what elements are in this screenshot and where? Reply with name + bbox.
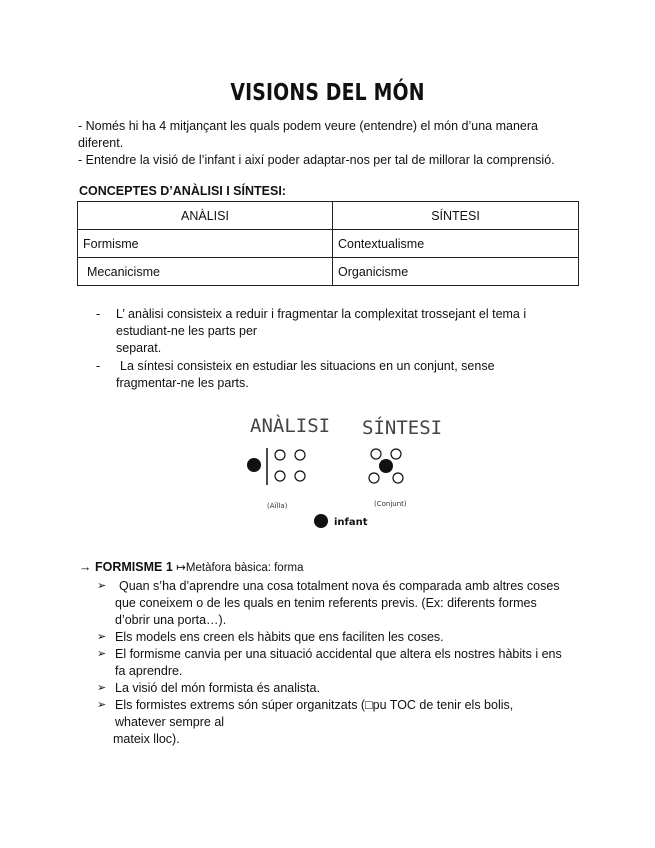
list-item — [96, 306, 566, 357]
formisme-heading — [79, 559, 579, 577]
analysis-synthesis-sketch — [240, 400, 443, 535]
list-item — [79, 646, 579, 680]
formisme-section — [79, 559, 579, 748]
child-dot-icon — [379, 459, 393, 473]
list-item-text: fa aprendre. — [115, 664, 183, 678]
list-item-text: L’ anàlisi consisteix a reduir i fragmentar la complexitat trossejant el tema i — [116, 307, 527, 321]
dash-marker: - — [96, 307, 101, 321]
table-cell: Contextualisme — [333, 230, 579, 258]
part-circle-icon — [393, 473, 403, 483]
list-item-text: La visió del món formista és analista. — [115, 681, 320, 695]
part-circle-icon — [275, 471, 285, 481]
column-header: ANÀLISI — [78, 202, 333, 230]
bullet-arrow-icon: ➢ — [97, 682, 107, 694]
child-dot-icon — [314, 514, 328, 528]
bullet-arrow-icon: ➢ — [97, 699, 107, 711]
infant-label: infant — [334, 517, 368, 528]
list-item-text: Els models ens creen els hàbits que ens faciliten les coses. — [115, 630, 444, 644]
intro-line: - Entendre la visió de l’infant i així poder adaptar-nos per tal de millorar la comprensió. — [78, 153, 555, 167]
bullet-arrow-icon: ➢ — [97, 631, 107, 643]
analysis-synthesis-list — [96, 306, 566, 393]
page-title: VISIONS DEL MÓN — [230, 80, 425, 106]
formisme-title: FORMISME 1 — [94, 560, 173, 574]
part-circle-icon — [391, 449, 401, 459]
list-item-text: separat. — [116, 341, 162, 355]
analisi-label: ANÀLISI — [250, 415, 331, 437]
list-item — [79, 680, 579, 697]
part-circle-icon — [371, 449, 381, 459]
list-item — [79, 697, 579, 748]
part-circle-icon — [369, 473, 379, 483]
list-item-text: Els formistes extrems són súper organitzats (□pu TOC de tenir els bolis, — [115, 698, 514, 712]
concepts-heading: CONCEPTES D’ANÀLISI I SÍNTESI: — [79, 184, 286, 198]
child-dot-icon — [247, 458, 261, 472]
part-circle-icon — [295, 471, 305, 481]
column-header: SÍNTESI — [333, 202, 579, 230]
list-item-text: La síntesi consisteix en estudiar les situacions en un conjunt, sense — [120, 359, 495, 373]
sub-arrow-marker: ↦ — [176, 562, 186, 574]
intro-text — [78, 118, 578, 169]
list-item — [79, 629, 579, 646]
list-item-text: que coneixem o de les quals en tenim referents previs. (Ex: diferents formes — [115, 596, 537, 610]
dash-marker: - — [96, 359, 101, 373]
sintesi-label: SÍNTESI — [362, 417, 443, 439]
list-item-text: d’obrir una porta…). — [115, 613, 227, 627]
table-cell: Organicisme — [333, 258, 579, 286]
sintesi-caption: (Conjunt) — [374, 500, 407, 508]
list-item-text: mateix lloc). — [113, 732, 180, 746]
list-item-text: El formisme canvia per una situació accidental que altera els nostres hàbits i ens — [115, 647, 562, 661]
list-item — [96, 358, 566, 392]
part-circle-icon — [275, 450, 285, 460]
analisi-caption: (Aïlla) — [267, 502, 288, 510]
table-cell: Mecanicisme — [78, 258, 333, 286]
list-item-text: estudiant-ne les parts per — [116, 324, 258, 338]
table-row — [78, 258, 579, 286]
arrow-marker: → — [79, 560, 92, 574]
concepts-table — [77, 201, 579, 286]
formisme-list — [79, 578, 579, 748]
bullet-arrow-icon: ➢ — [97, 648, 107, 660]
bullet-arrow-icon: ➢ — [97, 580, 107, 592]
table-row — [78, 230, 579, 258]
analisi-diagram — [247, 448, 305, 485]
list-item-text: fragmentar-ne les parts. — [116, 376, 249, 390]
formisme-subtitle: Metàfora bàsica: forma — [185, 562, 304, 574]
table-cell: Formisme — [78, 230, 333, 258]
sintesi-diagram — [369, 449, 403, 483]
intro-line: - Només hi ha 4 mitjançant les quals podem veure (entendre) el món d’una manera diferent. — [78, 119, 538, 150]
list-item-text: whatever sempre al — [115, 715, 225, 729]
part-circle-icon — [295, 450, 305, 460]
table-header-row — [78, 202, 579, 230]
list-item-text: Quan s’ha d’aprendre una cosa totalment nova és comparada amb altres coses — [119, 579, 560, 593]
list-item — [79, 578, 579, 629]
